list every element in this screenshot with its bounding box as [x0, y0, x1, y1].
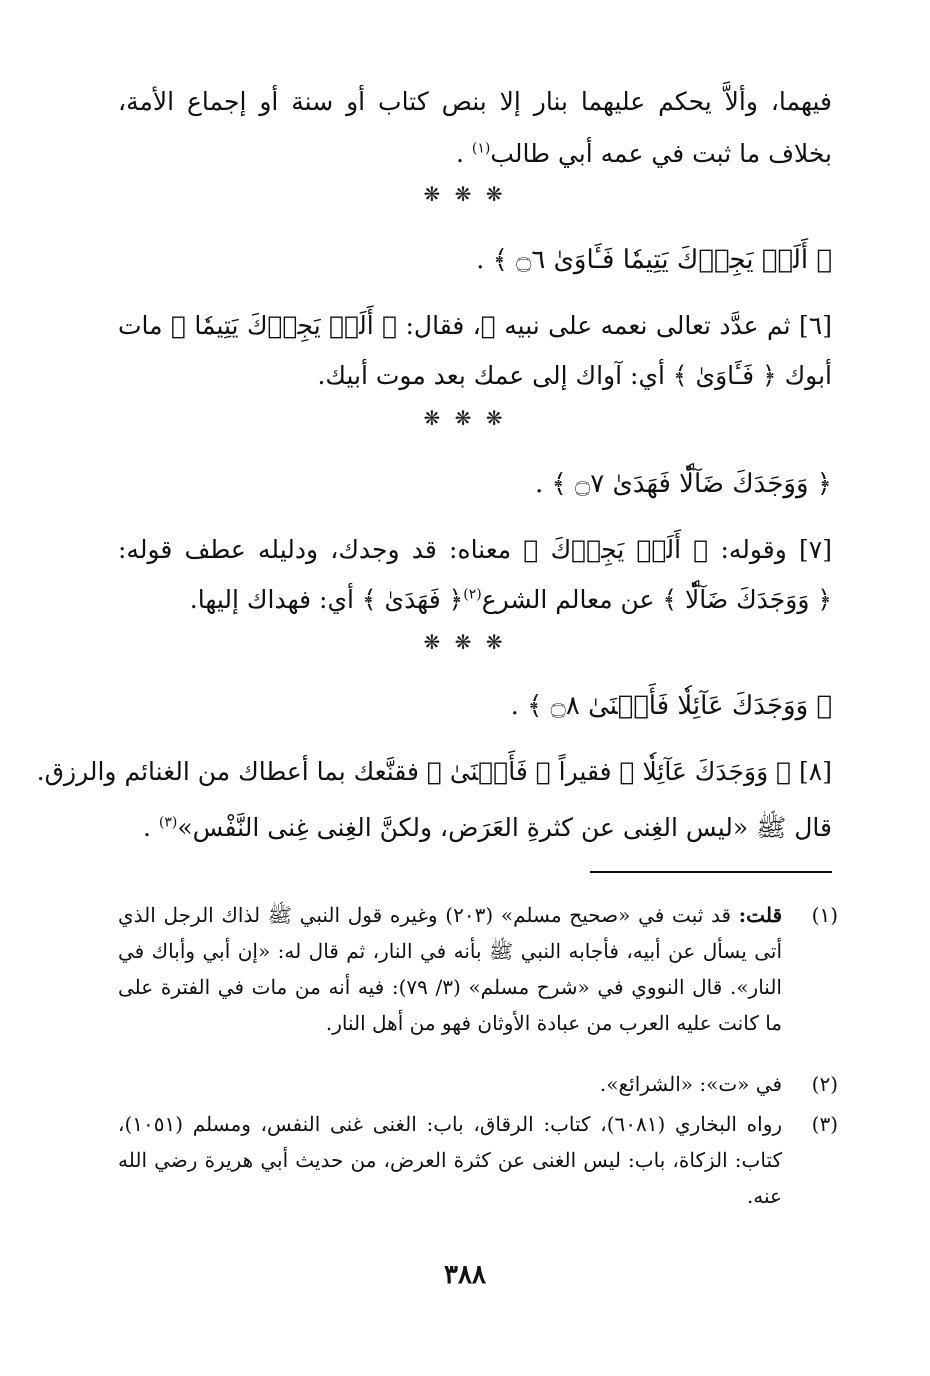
- para7-line-2: [118, 580, 832, 620]
- footnote-1-number: (١): [811, 903, 838, 927]
- section-separator-1: ❋ ❋ ❋: [423, 182, 507, 206]
- body-line-2-end: .: [455, 139, 472, 168]
- footnote-2: [118, 1066, 838, 1102]
- para7-line-1: [٧] وقوله: ﴿ أَلَمۡ يَجِدۡكَ ﴾ معناه: قد وجدك، ودليله عطف قوله:: [118, 535, 832, 564]
- footnote-2-text: في «ت»: «الشرائع».: [599, 1072, 782, 1096]
- body-line-1: فيهما، وألاَّ يحكم عليهما بنار إلا بنص كتاب أو سنة أو إجماع الأمة،: [118, 87, 832, 116]
- verse-6: ﴿ أَلَمۡ يَجِدۡكَ يَتِيمٗا فَـَٔاوَىٰ ۝٦ ﴾ .: [476, 245, 832, 275]
- footnote-ref-2[interactable]: (٢): [463, 586, 482, 603]
- para7-line-2-text: ﴿ وَوَجَدَكَ ضَآلّٗا ﴾ عن معالم الشرع: [481, 585, 832, 614]
- verse-7: ﴿ وَوَجَدَكَ ضَآلّٗا فَهَدَىٰ ۝٧ ﴾ .: [534, 469, 832, 499]
- footnote-1-text: [118, 897, 782, 1041]
- footnote-ref-1[interactable]: (١): [471, 140, 491, 157]
- footnote-1: [118, 897, 838, 1041]
- footnote-1-lead: قلت:: [738, 903, 782, 927]
- verse-8: ﴿ وَوَجَدَكَ عَآئِلٗا فَأَغۡنَىٰ ۝٨ ﴾ .: [510, 691, 832, 721]
- para8-line-2: [118, 808, 832, 848]
- para6-line-1: [٦] ثم عدَّد تعالى نعمه على نبيه ﷺ، فقال: ﴿ أَلَمۡ يَجِدۡكَ يَتِيمٗا ﴾ مات: [118, 311, 832, 340]
- footnote-ref-3[interactable]: (٣): [158, 814, 178, 831]
- body-line-2-text: بخلاف ما ثبت في عمه أبي طالب: [490, 139, 832, 168]
- para7-line-2-end: ﴿ فَهَدَىٰ ﴾ أي: فهداك إليها.: [189, 585, 464, 614]
- body-line-2: [118, 134, 832, 174]
- para8-line-1: [٨] ﴿ وَوَجَدَكَ عَآئِلٗا ﴾ فقيراً ﴿ فَأَغۡنَىٰ ﴾ فقنَّعك بما أعطاك من الغنائم والرزق.: [36, 757, 832, 786]
- footnote-3-text: رواه البخاري (٦٠٨١)، كتاب: الرقاق، باب: الغنى غنى النفس، ومسلم (١٠٥١)، كتاب: الزكاة، باب: ليس الغنى عن كثرة العرض، من حديث أبي هريرة رضي الله عنه.: [118, 1112, 783, 1208]
- page-number: ٣٨٨: [444, 1260, 486, 1290]
- para8-line-2-end: .: [142, 813, 159, 842]
- footnote-3-number: (٣): [811, 1112, 838, 1136]
- para6-line-2: أبوك ﴿ فَـَٔاوَىٰ ﴾ أي: آواك إلى عمك بعد موت أبيك.: [317, 361, 832, 390]
- footnote-1-body: قد ثبت في «صحيح مسلم» (٢٠٣) وغيره قول النبي ﷺ لذاك الرجل الذي أتى يسأل عن أبيه، فأجابه النبي ﷺ بأنه في النار، ثم قال له: «إن أبي وأباك في النار». قال النووي في «شرح مسلم» (٣/ ٧٩): فيه أنه من مات في الفترة على ما كانت عليه العرب من عبادة الأوثان فهو من أهل النار.: [118, 903, 782, 1035]
- section-separator-2: ❋ ❋ ❋: [423, 406, 507, 430]
- footnote-2-number: (٢): [811, 1072, 838, 1096]
- para8-line-2-text: قال ﷺ «ليس الغِنى عن كثرةِ العَرَض، ولكنَّ الغِنى غِنى النَّفْس»: [177, 813, 832, 842]
- section-separator-3: ❋ ❋ ❋: [423, 630, 507, 654]
- footnote-3: [118, 1106, 838, 1214]
- footnote-divider: [590, 871, 832, 873]
